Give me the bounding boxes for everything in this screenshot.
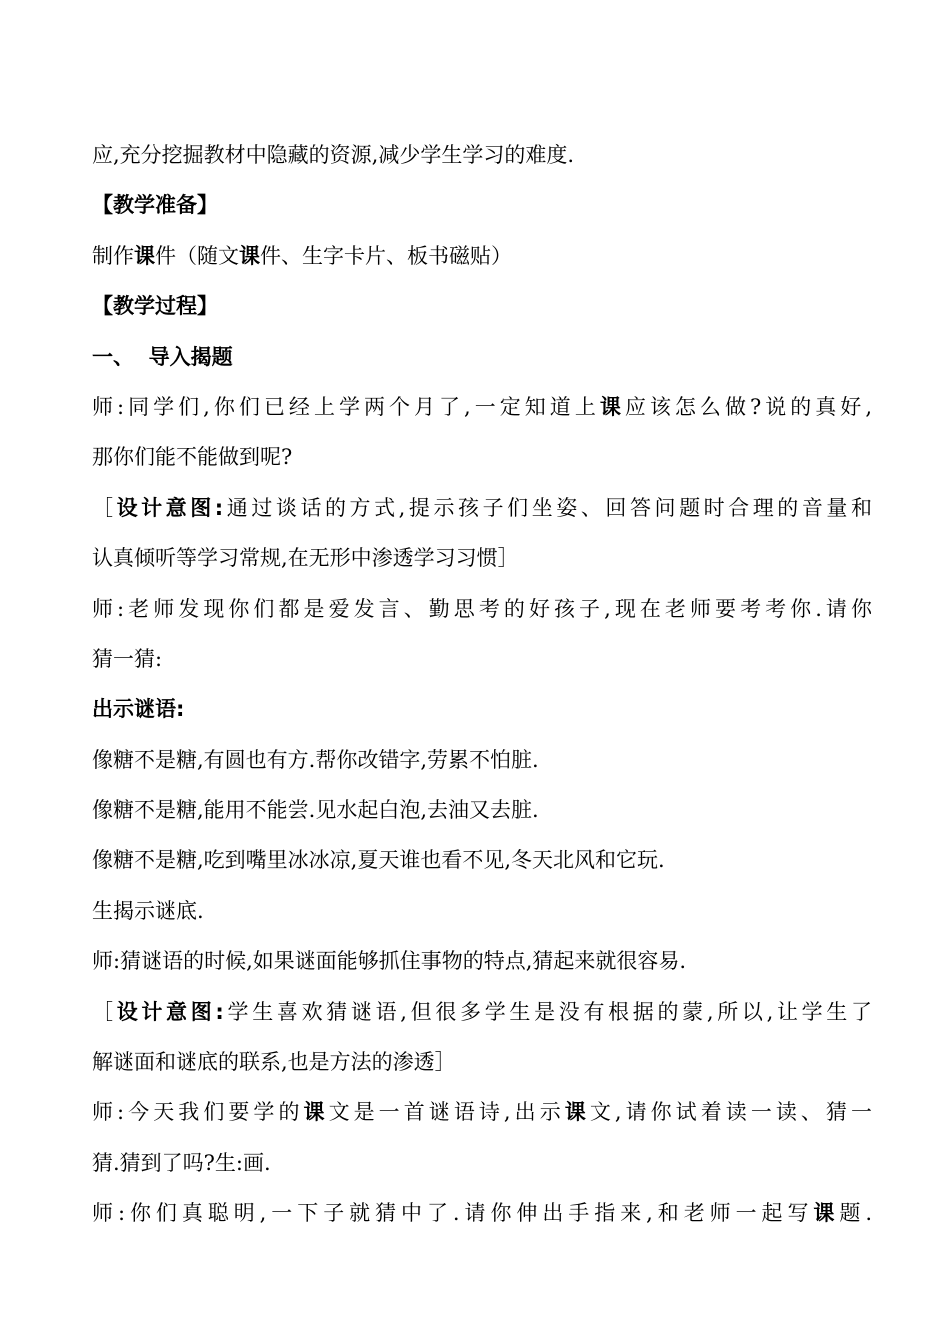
riddle-2: [92, 785, 872, 835]
text: 像糖不是糖,吃到嘴里冰冰凉,夏天谁也看不见,冬天北风和它玩.: [92, 848, 665, 873]
riddle-1: [92, 735, 872, 785]
text: 像糖不是糖,能用不能尝.见水起白泡,去油又去脏.: [92, 798, 539, 823]
riddle-3: [92, 835, 872, 885]
paragraph-student-answer: [92, 886, 872, 936]
text: 题.: [839, 1201, 872, 1226]
text: 件、生字卡片、板书磁贴）: [260, 243, 512, 268]
text: 文,请你试着读一读、猜一: [589, 1100, 873, 1125]
heading-teaching-preparation: [92, 180, 872, 230]
bracket: ［: [92, 999, 117, 1024]
paragraph-teacher-4-line-2: [92, 1138, 872, 1188]
section-heading-introduction: [92, 332, 872, 382]
design-intent-2-line-2: [92, 1037, 872, 1087]
text: 师:老师发现你们都是爱发言、勤思考的好孩子,现在老师要考考你.请你: [92, 596, 872, 621]
text: 解谜面和谜底的联系,也是方法的渗透］: [92, 1050, 456, 1075]
paragraph-teacher-2-line-2: [92, 634, 872, 684]
keyword-ke: 课: [564, 1100, 590, 1125]
keyword-ke: 课: [813, 1201, 840, 1226]
keyword-ke: 课: [134, 243, 155, 268]
text: 猜.猜到了吗?生:画.: [92, 1150, 271, 1175]
text: 师:猜谜语的时候,如果谜面能够抓住事物的特点,猜起来就很容易.: [92, 949, 687, 974]
text: 文是一首谜语诗,出示: [328, 1100, 565, 1125]
paragraph-teacher-3: [92, 936, 872, 986]
text: 制作: [92, 243, 134, 268]
design-intent-label: 设计意图:: [116, 495, 224, 520]
heading-text: 【教学过程】: [92, 294, 218, 319]
text: 学生喜欢猜谜语,但很多学生是没有根据的蒙,所以,让学生了: [223, 999, 872, 1024]
design-intent-label: 设计意图:: [116, 999, 224, 1024]
heading-text: 一、 导入揭题: [92, 344, 233, 369]
design-intent-1-line-1: [92, 483, 872, 533]
keyword-ke: 课: [303, 1100, 329, 1125]
text: 出示谜语:: [92, 697, 185, 722]
text: 师:你们真聪明,一下子就猜中了.请你伸出手指来,和老师一起写: [92, 1201, 814, 1226]
text: 猜一猜:: [92, 646, 163, 671]
text: 应,充分挖掘教材中隐藏的资源,减少学生学习的难度.: [92, 143, 575, 167]
paragraph-teacher-1-line-1: [92, 382, 872, 432]
text: 那你们能不能做到呢?: [92, 445, 293, 470]
paragraph-teacher-5: [92, 1188, 872, 1238]
paragraph-preparation: [92, 231, 872, 281]
riddle-title: [92, 684, 872, 734]
keyword-ke: 课: [599, 394, 625, 419]
text: 通过谈话的方式,提示孩子们坐姿、回答问题时合理的音量和: [223, 495, 872, 520]
design-intent-1-line-2: [92, 533, 872, 583]
paragraph-intro-end: [92, 130, 872, 180]
design-intent-2-line-1: [92, 987, 872, 1037]
text: 件（随文: [155, 243, 239, 268]
text: 像糖不是糖,有圆也有方.帮你改错字,劳累不怕脏.: [92, 747, 539, 772]
paragraph-teacher-2-line-1: [92, 584, 872, 634]
text: 师:今天我们要学的: [92, 1100, 304, 1125]
heading-text: 【教学准备】: [92, 193, 218, 218]
text: 认真倾听等学习常规,在无形中渗透学习习惯］: [92, 546, 519, 571]
heading-teaching-process: [92, 281, 872, 331]
document-page: [92, 130, 872, 1239]
bracket: ［: [92, 495, 117, 520]
keyword-ke: 课: [239, 243, 260, 268]
paragraph-teacher-4-line-1: [92, 1087, 872, 1137]
text: 生揭示谜底.: [92, 898, 204, 923]
text: 应该怎么做?说的真好,: [624, 394, 872, 419]
text: 师:同学们,你们已经上学两个月了,一定知道上: [92, 394, 600, 419]
paragraph-teacher-1-line-2: [92, 432, 872, 482]
